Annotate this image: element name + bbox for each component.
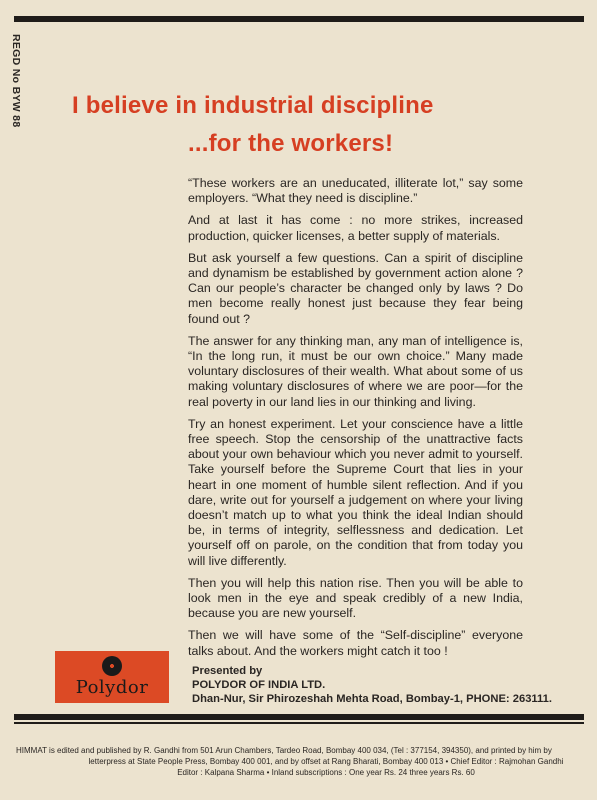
article-body bbox=[188, 176, 523, 666]
footer-line-1: HIMMAT is edited and published by R. Gandhi from 501 Arun Chambers, Tardeo Road, Bombay 400 034, (Tel : 377154, 394350), and printed by him by bbox=[16, 746, 552, 755]
company-address: Dhan-Nur, Sir Phirozeshah Mehta Road, Bombay-1, PHONE: 263111. bbox=[192, 693, 552, 705]
presented-by-label: Presented by bbox=[192, 665, 263, 677]
paragraph: And at last it has come : no more strikes, increased production, quicker licenses, a better supply of materials. bbox=[188, 213, 523, 243]
paragraph: “These workers are an uneducated, illiterate lot,” say some employers. “What they need is discipline.” bbox=[188, 176, 523, 206]
paragraph: Then you will help this nation rise. Then you will be able to look men in the eye and speak credibly of a new India, because you are new yourself. bbox=[188, 575, 523, 621]
paragraph: The answer for any thinking man, any man of intelligence is, “In the long run, it must be our own choice.” Many made voluntary disclosures of their wealth. What about some of us making voluntary disclosures of where we are poor—for the real poverty in our land lies in our thinking and living. bbox=[188, 333, 523, 409]
headline-line-1: I believe in industrial discipline bbox=[72, 92, 434, 119]
footer-line-3: Editor : Kalpana Sharma • Inland subscriptions : One year Rs. 24 three years Rs. 60 bbox=[177, 768, 475, 777]
paragraph: Try an honest experiment. Let your conscience have a little free speech. Stop the censorship of the unattractive facts about your own behaviour which you never admit to yourself. Take yourself before the Supreme Court that lies in your heart in one moment of humble silent reflection. And if you dare, write out for yourself a judgement on where your living doesn’t match up to what you think the ideal Indian should be, in terms of integrity, selflessness and dedication. Let yourself off on parole, on the condition that from today you will live differently. bbox=[188, 416, 523, 568]
presenter-block bbox=[192, 664, 552, 706]
company-name: POLYDOR OF INDIA LTD. bbox=[192, 679, 326, 691]
paragraph: Then we will have some of the “Self-discipline” everyone talks about. And the workers might catch it too ! bbox=[188, 628, 523, 658]
footer-rule-thin bbox=[14, 722, 584, 724]
footer-line-2: letterpress at State People Press, Bombay 400 001, and by offset at Rang Bharati, Bombay 400 013 • Chief Editor : Rajmohan Gandhi bbox=[88, 757, 564, 766]
footer-rule-thick bbox=[14, 714, 584, 720]
headline-line-2: ...for the workers! bbox=[188, 130, 394, 157]
publication-footer bbox=[16, 745, 586, 778]
paragraph: But ask yourself a few questions. Can a spirit of discipline and dynamism be established by government action alone ? Can our people’s character be changed only by laws ? Do men become really honest just because they fear being found out ? bbox=[188, 250, 523, 326]
registration-number: REGD No BYW 88 bbox=[10, 34, 22, 128]
record-disc-icon bbox=[102, 656, 122, 676]
polydor-logo-text: Polydor bbox=[75, 677, 149, 698]
top-rule bbox=[14, 16, 584, 22]
polydor-logo bbox=[55, 651, 169, 703]
